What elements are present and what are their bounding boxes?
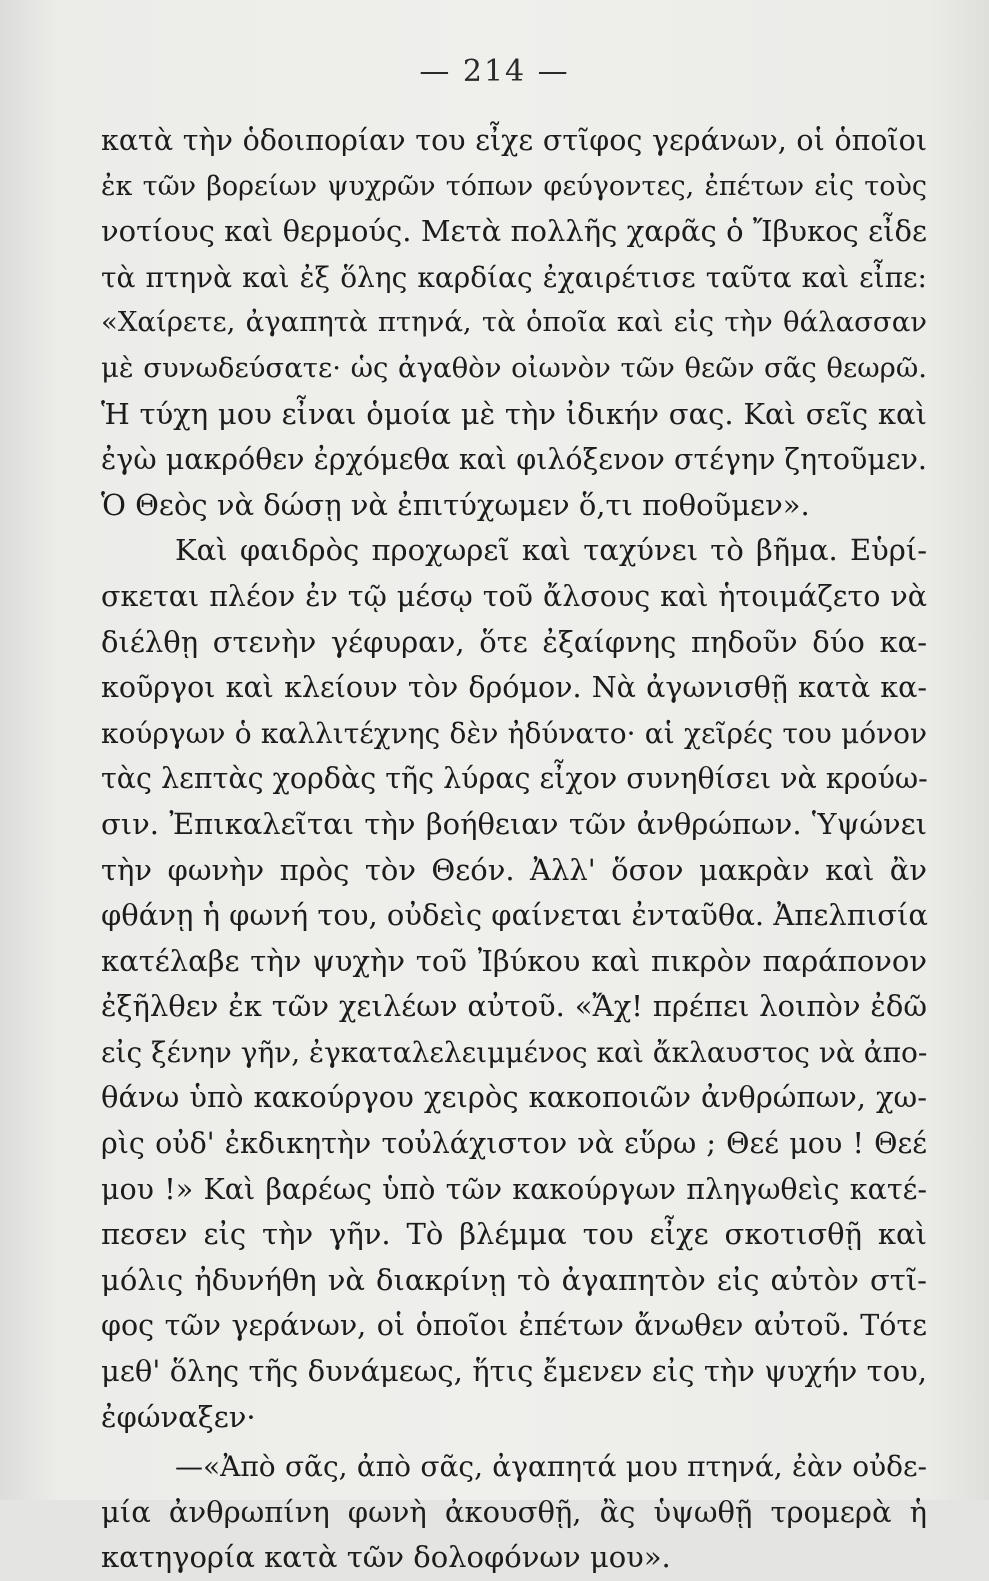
paragraph-end-line: κατηγορία κατὰ τῶν δολοφόνων μου». [101, 1540, 671, 1575]
text-line: διέλθῃ στενὴν γέφυραν, ὅτε ἐξαίφνης πηδοῦν δύο κα- [101, 624, 927, 659]
text-line: κούργων ὁ καλλιτέχνης δὲν ἠδύνατο· αἱ χεῖρές του μόνον [101, 716, 927, 750]
paragraph-end-line: Ὁ Θεὸς νὰ δώσῃ νὰ ἐπιτύχωμεν ὅ,τι ποθοῦμεν». [101, 487, 810, 522]
text-line: εἰς ξένην γῆν, ἐγκαταλελειμμένος καὶ ἄκλαυστος νὰ ἀπο- [101, 1035, 928, 1069]
text-line: κοῦργοι καὶ κλείουν τὸν δρόμον. Νὰ ἀγωνισθῇ κατὰ κα- [101, 671, 927, 705]
text-line: σκεται πλέον ἐν τῷ μέσῳ τοῦ ἄλσους καὶ ἡτοιμάζετο νὰ [101, 579, 927, 613]
text-line: κατὰ τὴν ὁδοιπορίαν του εἶχε στῖφος γεράνων, οἱ ὁποῖοι [101, 124, 927, 157]
text-line: πεσεν εἰς τὴν γῆν. Τὸ βλέμμα του εἶχε σκοτισθῇ καὶ [101, 1217, 927, 1252]
text-line: κατέλαβε τὴν ψυχὴν τοῦ Ἰβύκου καὶ πικρὸν παράπονον [101, 943, 927, 978]
text-line: ρὶς οὐδ' ἐκδικητὴν τοὐλάχιστον νὰ εὕρω ; Θεέ μου ! Θεέ [101, 1127, 927, 1161]
text-line: ἐξῆλθεν ἐκ τῶν χειλέων αὐτοῦ. «Ἄχ! πρέπει λοιπὸν ἐδῶ [101, 989, 927, 1024]
body-text [101, 118, 927, 1581]
text-line: φος τῶν γεράνων, οἱ ὁποῖοι ἐπέτων ἄνωθεν αὐτοῦ. Τότε [101, 1309, 927, 1343]
text-line: Ἡ τύχη μου εἶναι ὁμοία μὲ τὴν ἰδικήν σας. Καὶ σεῖς καὶ [101, 396, 927, 431]
text-line: μεθ' ὅλης τῆς δυνάμεως, ἥτις ἔμενεν εἰς τὴν ψυχήν του, [101, 1354, 927, 1389]
text-line: τὴν φωνὴν πρὸς τὸν Θεόν. Ἀλλ' ὅσον μακρὰν καὶ ἂν [101, 852, 927, 887]
text-line: σιν. Ἐπικαλεῖται τὴν βοήθειαν τῶν ἀνθρώπων. Ὑψώνει [101, 806, 927, 841]
paragraph-end-line: ἐφώναξεν· [101, 1399, 256, 1434]
text-line: μὲ συνωδεύσατε· ὡς ἀγαθὸν οἰωνὸν τῶν θεῶν σᾶς θεωρῶ. [101, 351, 927, 384]
text-line: μόλις ἠδυνήθη νὰ διακρίνῃ τὸ ἀγαπητὸν εἰς αὐτὸν στῖ- [101, 1262, 927, 1297]
text-line: θάνω ὑπὸ κακούργου χειρὸς κακοποιῶν ἀνθρώπων, χω- [101, 1080, 927, 1115]
text-line: μία ἀνθρωπίνη φωνὴ ἀκουσθῇ, ἂς ὑψωθῇ τρομερὰ ἡ [101, 1494, 927, 1529]
text-line: ἐκ τῶν βορείων ψυχρῶν τόπων φεύγοντες, ἐπέτων εἰς τοὺς [101, 170, 927, 202]
page-number: — 214 — [419, 54, 570, 89]
text-line: τὰ πτηνὰ καὶ ἐξ ὅλης καρδίας ἐχαιρέτισε ταῦτα καὶ εἶπε: [101, 260, 927, 294]
paragraph-start-line: —«Ἀπὸ σᾶς, ἀπὸ σᾶς, ἀγαπητά μου πτηνά, ἐὰν οὐδε- [175, 1450, 927, 1484]
text-line: ἐγὼ μακρόθεν ἐρχόμεθα καὶ φιλόξενον στέγην ζητοῦμεν. [101, 443, 927, 477]
text-line: νοτίους καὶ θερμούς. Μετὰ πολλῆς χαρᾶς ὁ Ἴβυκος εἶδε [101, 214, 927, 249]
text-line: «Χαίρετε, ἀγαπητὰ πτηνά, τὰ ὁποῖα καὶ εἰς τὴν θάλασσαν [101, 306, 927, 339]
text-line: τὰς λεπτὰς χορδὰς τῆς λύρας εἶχον συνηθίσει νὰ κρούω- [101, 762, 928, 796]
text-line: φθάνῃ ἡ φωνή του, οὐδεὶς φαίνεται ἐνταῦθα. Ἀπελπισία [101, 898, 928, 933]
paragraph-start-line: Καὶ φαιδρὸς προχωρεῖ καὶ ταχύνει τὸ βῆμα. Εὑρί- [175, 533, 927, 568]
text-line: μου !» Καὶ βαρέως ὑπὸ τῶν κακούργων πληγωθεὶς κατέ- [101, 1172, 927, 1206]
